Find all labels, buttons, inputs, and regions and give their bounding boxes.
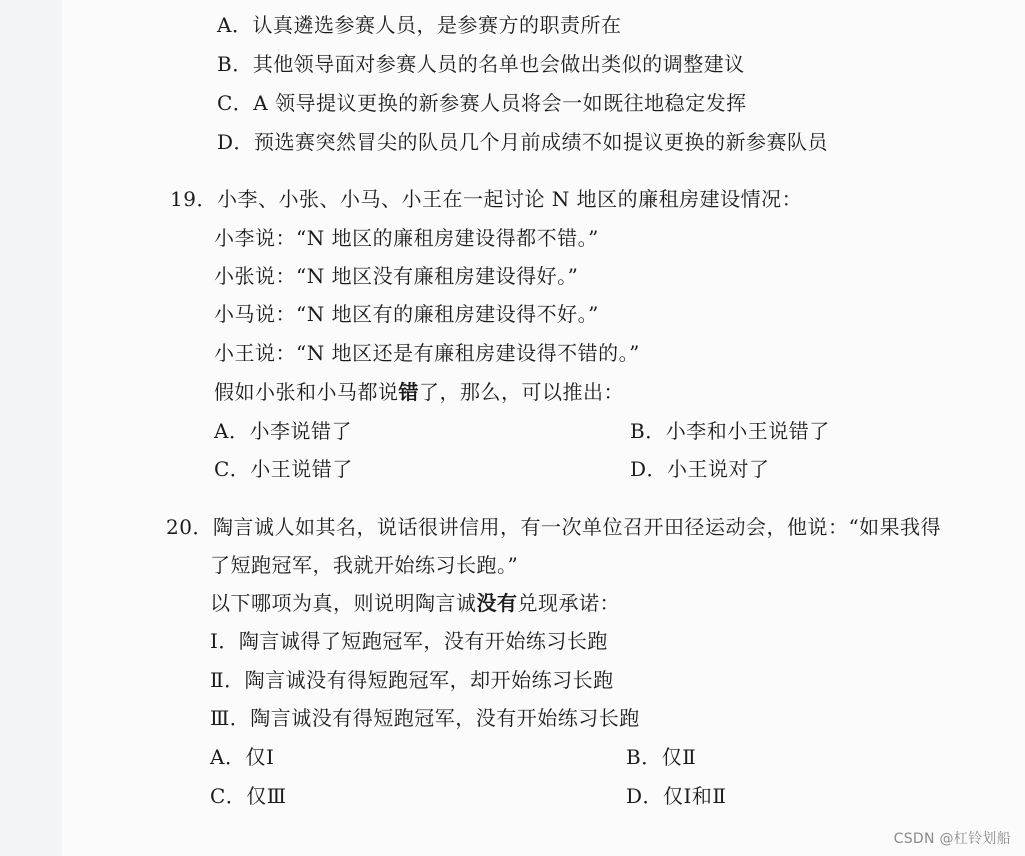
q20-question-bold: 没有 [476,591,518,615]
q19-statement-wang: 小王说：“N 地区还是有廉租房建设得不错的。” [214,341,640,365]
q20-stem-line2: 了短跑冠军，我就开始练习长跑。” [210,553,519,577]
q18-option-a: A．认真遴选参赛人员，是参赛方的职责所在 [217,13,622,37]
q19-question-suffix: 了，那么，可以推出： [419,380,624,404]
q19-option-b: B．小李和小王说错了 [630,419,830,443]
q20-stem-line1: 20．陶言诚人如其名，说话很讲信用，有一次单位召开田径运动会，他说：“如果我得 [166,515,942,539]
q19-statement-ma: 小马说：“N 地区有的廉租房建设得不好。” [214,302,599,326]
q20-item-2: Ⅱ．陶言诚没有得短跑冠军，却开始练习长跑 [210,668,614,692]
q19-question-bold: 错 [398,380,419,404]
q18-option-d: D．预选赛突然冒尖的队员几个月前成绩不如提议更换的新参赛队员 [217,130,829,154]
q19-stem: 19．小李、小张、小马、小王在一起讨论 N 地区的廉租房建设情况： [170,187,803,211]
exam-page [62,0,1025,856]
q19-statement-li: 小李说：“N 地区的廉租房建设得都不错。” [214,226,599,250]
q19-question [214,378,624,406]
q19-statement-zhang: 小张说：“N 地区没有廉租房建设得好。” [214,264,579,288]
q20-question-prefix: 以下哪项为真，则说明陶言诚 [210,591,477,615]
q20-item-1: Ⅰ．陶言诚得了短跑冠军，没有开始练习长跑 [210,629,608,653]
q18-option-c: C．A 领导提议更换的新参赛人员将会一如既往地稳定发挥 [217,91,747,115]
csdn-watermark: CSDN @杠铃划船 [893,831,1011,847]
q20-option-b: B．仅Ⅱ [626,745,697,769]
q20-question-suffix: 兑现承诺： [517,591,620,615]
q20-option-d: D．仅Ⅰ和Ⅱ [626,784,727,808]
q20-question [210,589,620,617]
q19-question-prefix: 假如小张和小马都说 [214,380,399,404]
q20-option-a: A．仅Ⅰ [210,745,275,769]
q20-option-c: C．仅Ⅲ [210,784,287,808]
q18-option-b: B．其他领导面对参赛人员的名单也会做出类似的调整建议 [217,52,745,76]
q19-option-c: C．小王说错了 [214,457,353,481]
q19-option-d: D．小王说对了 [630,457,770,481]
q20-item-3: Ⅲ．陶言诚没有得短跑冠军，没有开始练习长跑 [210,706,640,730]
q19-option-a: A．小李说错了 [214,419,352,443]
